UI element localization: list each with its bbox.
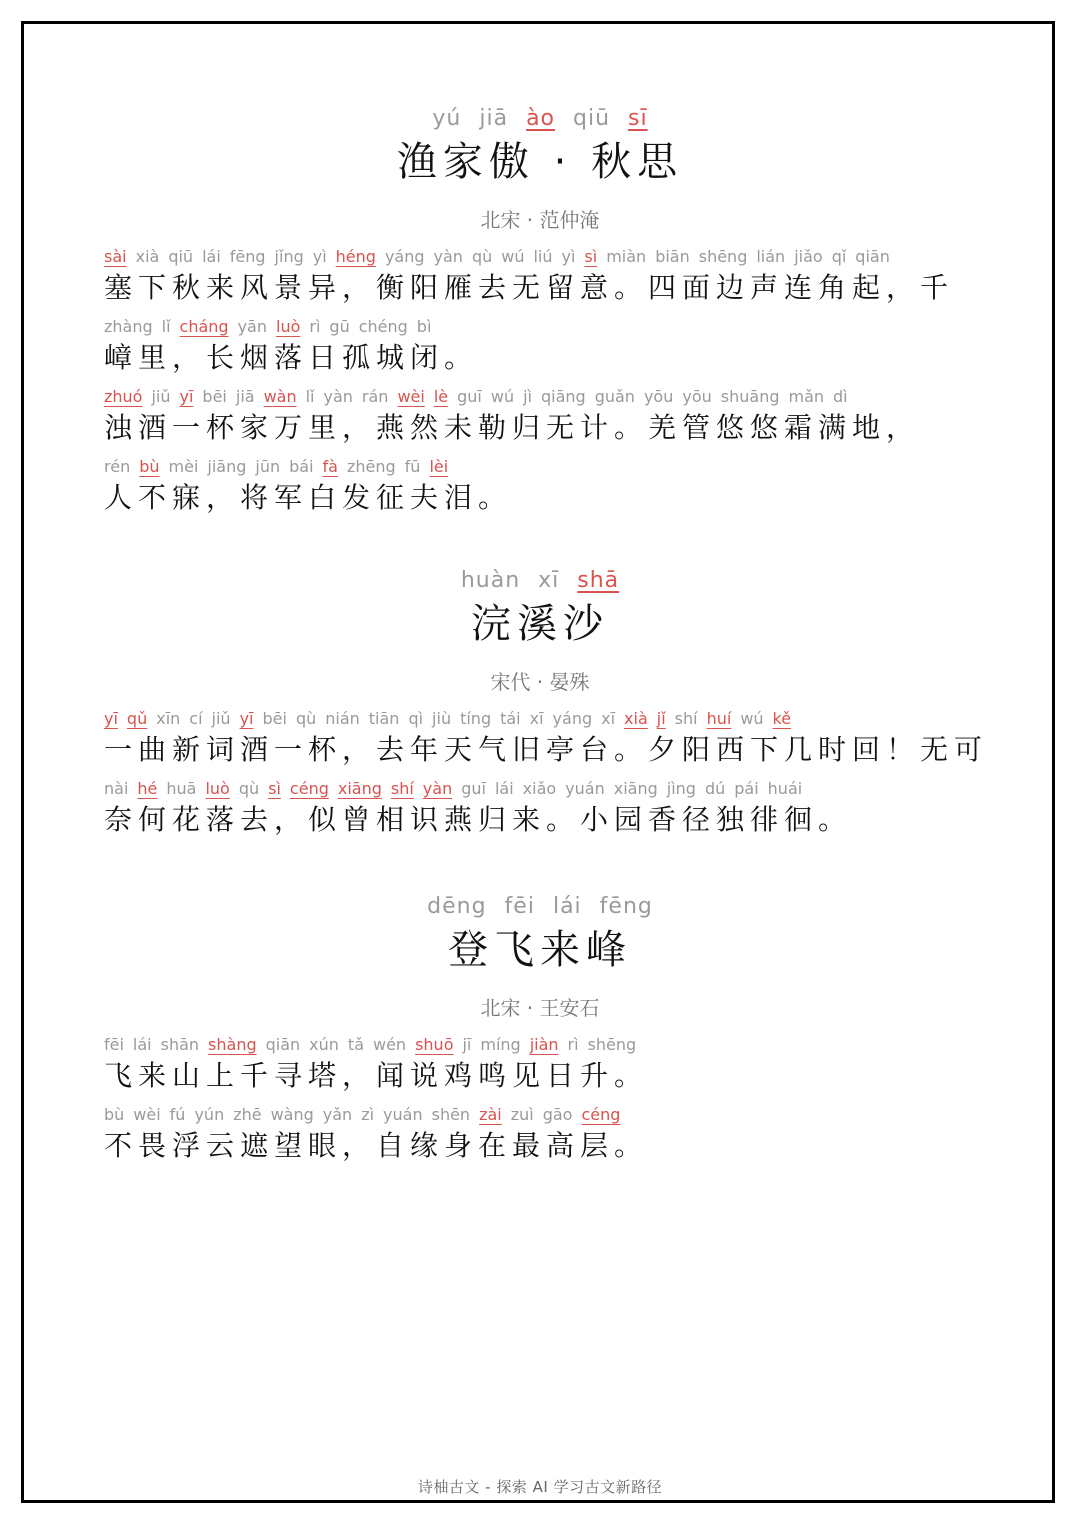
pinyin-syllable: xīn bbox=[156, 709, 181, 728]
pinyin-syllable: bēi bbox=[262, 709, 287, 728]
pinyin-syllable-highlighted: céng bbox=[581, 1105, 621, 1124]
pinyin-syllable: qiān bbox=[855, 247, 890, 266]
pinyin-syllable-highlighted: wàn bbox=[263, 387, 297, 406]
pinyin-syllable: gāo bbox=[542, 1105, 573, 1124]
pinyin-syllable: mèi bbox=[168, 457, 199, 476]
poem-title-block bbox=[0, 892, 1080, 1022]
pinyin-syllable: shuāng bbox=[720, 387, 780, 406]
poem-line bbox=[104, 1104, 1080, 1166]
pinyin-syllable: shēng bbox=[587, 1035, 637, 1054]
pinyin-syllable: fēi bbox=[104, 1035, 124, 1054]
line-text: 人不寐，将军白发征夫泪。 bbox=[104, 481, 513, 514]
pinyin-syllable-highlighted: luò bbox=[276, 317, 301, 336]
pinyin-syllable: jǐng bbox=[274, 247, 304, 266]
poem-title-block bbox=[0, 566, 1080, 696]
pinyin-syllable: yōu bbox=[643, 387, 674, 406]
pinyin-syllable: shí bbox=[674, 709, 698, 728]
pinyin-syllable-highlighted: bù bbox=[139, 457, 160, 476]
pinyin-syllable: tǎ bbox=[347, 1035, 364, 1054]
pinyin-syllable: xī bbox=[538, 568, 560, 593]
pinyin-syllable: wàng bbox=[270, 1105, 314, 1124]
pinyin-syllable-highlighted: qǔ bbox=[126, 709, 148, 728]
pinyin-syllable: liú bbox=[533, 247, 553, 266]
pinyin-syllable: qǐ bbox=[831, 247, 847, 266]
pinyin-syllable: yōu bbox=[682, 387, 712, 406]
poem-author: 北宋 · 王安石 bbox=[480, 996, 600, 1020]
pinyin-syllable: bēi bbox=[202, 387, 227, 406]
pinyin-syllable: tiān bbox=[368, 709, 400, 728]
pinyin-syllable: yān bbox=[237, 317, 267, 336]
poem-lines bbox=[104, 246, 1080, 518]
pinyin-syllable: lǐ bbox=[305, 387, 315, 406]
pinyin-syllable: qiāng bbox=[541, 387, 586, 406]
pinyin-syllable: yáng bbox=[384, 247, 425, 266]
pinyin-syllable: jì bbox=[523, 387, 532, 406]
pinyin-syllable: qù bbox=[295, 709, 317, 728]
pinyin-syllable: lǐ bbox=[161, 317, 171, 336]
pinyin-syllable: huā bbox=[166, 779, 197, 798]
pinyin-syllable: qiū bbox=[573, 106, 611, 131]
pinyin-syllable: jiāng bbox=[207, 457, 247, 476]
pinyin-syllable: wú bbox=[501, 247, 525, 266]
pinyin-syllable-highlighted: cháng bbox=[179, 317, 229, 336]
pinyin-syllable: jiǔ bbox=[211, 709, 231, 728]
pinyin-syllable: rán bbox=[361, 387, 389, 406]
pinyin-syllable-highlighted: kě bbox=[772, 709, 792, 728]
pinyin-syllable: tíng bbox=[460, 709, 492, 728]
line-pinyin bbox=[104, 708, 1080, 730]
pinyin-syllable-highlighted: yī bbox=[104, 709, 118, 728]
pinyin-syllable-highlighted: sì bbox=[584, 247, 598, 266]
pinyin-syllable: bì bbox=[416, 317, 432, 336]
poem-author: 北宋 · 范仲淹 bbox=[480, 208, 600, 232]
poem-title: 登飞来峰 bbox=[448, 927, 632, 973]
poem-lines bbox=[104, 1034, 1080, 1166]
poem-line bbox=[104, 708, 1080, 770]
pinyin-syllable-highlighted: jǐ bbox=[656, 709, 666, 728]
pinyin-syllable: bù bbox=[104, 1105, 125, 1124]
poem-title-block bbox=[0, 104, 1080, 234]
pinyin-syllable-highlighted: xiāng bbox=[337, 779, 382, 798]
pinyin-syllable: jìng bbox=[666, 779, 696, 798]
pinyin-syllable-highlighted: lè bbox=[433, 387, 449, 406]
line-pinyin bbox=[104, 246, 1080, 268]
pinyin-syllable: biān bbox=[655, 247, 690, 266]
pinyin-syllable: tái bbox=[500, 709, 521, 728]
pinyin-syllable: lái bbox=[132, 1035, 152, 1054]
pinyin-syllable-highlighted: wèi bbox=[397, 387, 425, 406]
pinyin-syllable: cí bbox=[189, 709, 203, 728]
line-pinyin bbox=[104, 456, 1080, 478]
pinyin-syllable: yǎn bbox=[322, 1105, 353, 1124]
pinyin-syllable-highlighted: sì bbox=[268, 779, 281, 798]
line-pinyin bbox=[104, 778, 1080, 800]
pinyin-syllable: zhē bbox=[233, 1105, 262, 1124]
pinyin-syllable: pái bbox=[734, 779, 759, 798]
pinyin-syllable: miàn bbox=[606, 247, 647, 266]
pinyin-syllable: guī bbox=[461, 779, 486, 798]
title-pinyin bbox=[0, 892, 1080, 922]
pinyin-syllable: bái bbox=[289, 457, 314, 476]
pinyin-syllable: shān bbox=[160, 1035, 200, 1054]
line-text: 不畏浮云遮望眼，自缘身在最高层。 bbox=[104, 1129, 649, 1162]
pinyin-syllable-highlighted: hé bbox=[137, 779, 158, 798]
poem-title: 浣溪沙 bbox=[471, 601, 609, 647]
pinyin-syllable: shēn bbox=[431, 1105, 471, 1124]
pinyin-syllable-highlighted: shàng bbox=[208, 1035, 257, 1054]
pinyin-syllable: jūn bbox=[255, 457, 281, 476]
pinyin-syllable-highlighted: ào bbox=[526, 106, 556, 131]
poem-line bbox=[104, 386, 1080, 448]
pinyin-syllable: xī bbox=[601, 709, 616, 728]
pinyin-syllable: yún bbox=[194, 1105, 225, 1124]
pinyin-syllable: nài bbox=[104, 779, 129, 798]
pinyin-syllable: guǎn bbox=[594, 387, 635, 406]
poem-yujiaao bbox=[0, 104, 1080, 526]
pinyin-syllable: zhēng bbox=[346, 457, 396, 476]
pinyin-syllable: qiān bbox=[265, 1035, 301, 1054]
pinyin-syllable: xiāng bbox=[613, 779, 658, 798]
line-pinyin bbox=[104, 1104, 1080, 1126]
title-pinyin bbox=[0, 104, 1080, 134]
pinyin-syllable: yuán bbox=[565, 779, 605, 798]
pinyin-syllable: qiū bbox=[168, 247, 194, 266]
pinyin-syllable-highlighted: céng bbox=[289, 779, 329, 798]
pinyin-syllable-highlighted: jiàn bbox=[529, 1035, 559, 1054]
pinyin-syllable-highlighted: sī bbox=[628, 106, 648, 131]
pinyin-syllable: lián bbox=[756, 247, 786, 266]
pinyin-syllable: jiǔ bbox=[151, 387, 171, 406]
line-text: 嶂里，长烟落日孤城闭。 bbox=[104, 341, 479, 374]
pinyin-syllable-highlighted: huí bbox=[706, 709, 732, 728]
pinyin-syllable: jiù bbox=[432, 709, 452, 728]
pinyin-syllable-highlighted: fà bbox=[322, 457, 338, 476]
pinyin-syllable-highlighted: shí bbox=[390, 779, 414, 798]
line-text: 飞来山上千寻塔，闻说鸡鸣见日升。 bbox=[104, 1059, 649, 1092]
pinyin-syllable: wú bbox=[740, 709, 764, 728]
pinyin-syllable: fú bbox=[169, 1105, 186, 1124]
pinyin-syllable: gū bbox=[329, 317, 350, 336]
pinyin-syllable: huàn bbox=[460, 568, 521, 593]
poem-author: 宋代 · 晏殊 bbox=[490, 670, 590, 694]
pinyin-syllable: xiǎo bbox=[522, 779, 557, 798]
pinyin-syllable: fēi bbox=[504, 894, 535, 919]
poem-line bbox=[104, 1034, 1080, 1096]
poem-dengfeilaifeng bbox=[0, 892, 1080, 1174]
pinyin-syllable: lái bbox=[494, 779, 514, 798]
pinyin-syllable: mǎn bbox=[788, 387, 825, 406]
pinyin-syllable: wèi bbox=[133, 1105, 161, 1124]
pinyin-syllable-highlighted: yī bbox=[239, 709, 254, 728]
line-text: 浊酒一杯家万里，燕然未勒归无计。羌管悠悠霜满地， bbox=[104, 411, 921, 444]
pinyin-syllable: yáng bbox=[552, 709, 593, 728]
pinyin-syllable: chéng bbox=[358, 317, 408, 336]
pinyin-syllable: fēng bbox=[599, 894, 653, 919]
pinyin-syllable-highlighted: yī bbox=[179, 387, 194, 406]
pinyin-syllable: rì bbox=[567, 1035, 579, 1054]
line-text: 奈何花落去，似曾相识燕归来。小园香径独徘徊。 bbox=[104, 803, 853, 836]
pinyin-syllable-highlighted: xià bbox=[624, 709, 648, 728]
pinyin-syllable: zhàng bbox=[104, 317, 153, 336]
title-pinyin bbox=[0, 566, 1080, 596]
pinyin-syllable-highlighted: shuō bbox=[415, 1035, 454, 1054]
pinyin-syllable-highlighted: luò bbox=[205, 779, 230, 798]
pinyin-syllable: yuán bbox=[383, 1105, 423, 1124]
line-text: 一曲新词酒一杯，去年天气旧亭台。夕阳西下几时回！无可 bbox=[104, 733, 989, 766]
pinyin-syllable: yì bbox=[561, 247, 576, 266]
pinyin-syllable-highlighted: yàn bbox=[422, 779, 453, 798]
line-pinyin bbox=[104, 386, 1080, 408]
pinyin-syllable: jiā bbox=[235, 387, 255, 406]
pinyin-syllable-highlighted: lèi bbox=[429, 457, 449, 476]
pinyin-syllable: fū bbox=[404, 457, 421, 476]
poem-line bbox=[104, 778, 1080, 840]
pinyin-syllable: rì bbox=[309, 317, 321, 336]
pinyin-syllable: jiā bbox=[479, 106, 509, 131]
pinyin-syllable: huái bbox=[767, 779, 803, 798]
pinyin-syllable: míng bbox=[480, 1035, 521, 1054]
pinyin-syllable: yú bbox=[432, 106, 462, 131]
pinyin-syllable: lái bbox=[552, 894, 582, 919]
poem-line bbox=[104, 246, 1080, 308]
pinyin-syllable: zuì bbox=[510, 1105, 534, 1124]
pinyin-syllable: dú bbox=[704, 779, 726, 798]
pinyin-syllable: nián bbox=[325, 709, 360, 728]
pinyin-syllable: qù bbox=[471, 247, 493, 266]
pinyin-syllable-highlighted: héng bbox=[335, 247, 376, 266]
pinyin-syllable: wén bbox=[373, 1035, 407, 1054]
poem-huanxisha bbox=[0, 566, 1080, 848]
line-pinyin bbox=[104, 316, 1080, 338]
pinyin-syllable: fēng bbox=[229, 247, 266, 266]
pinyin-syllable-highlighted: shā bbox=[577, 568, 620, 593]
pinyin-syllable: xún bbox=[309, 1035, 339, 1054]
line-text: 塞下秋来风景异，衡阳雁去无留意。四面边声连角起，千 bbox=[104, 271, 955, 304]
line-pinyin bbox=[104, 1034, 1080, 1056]
pinyin-syllable: dēng bbox=[427, 894, 487, 919]
pinyin-syllable-highlighted: zhuó bbox=[104, 387, 143, 406]
pinyin-syllable-highlighted: zài bbox=[479, 1105, 502, 1124]
pinyin-syllable: xī bbox=[529, 709, 544, 728]
pinyin-syllable: wú bbox=[490, 387, 515, 406]
pinyin-syllable: xià bbox=[135, 247, 160, 266]
pinyin-syllable: shēng bbox=[698, 247, 748, 266]
pinyin-syllable: yàn bbox=[433, 247, 463, 266]
pinyin-syllable: jiǎo bbox=[794, 247, 823, 266]
pinyin-syllable-highlighted: sài bbox=[104, 247, 127, 266]
poem-lines bbox=[104, 708, 1080, 840]
poem-title: 渔家傲 · 秋思 bbox=[396, 139, 684, 185]
pinyin-syllable: lái bbox=[202, 247, 221, 266]
pinyin-syllable: zì bbox=[361, 1105, 375, 1124]
poem-line bbox=[104, 316, 1080, 378]
pinyin-syllable: guī bbox=[457, 387, 482, 406]
pinyin-syllable: qì bbox=[408, 709, 424, 728]
pinyin-syllable: rén bbox=[104, 457, 131, 476]
pinyin-syllable: qù bbox=[238, 779, 260, 798]
pinyin-syllable: dì bbox=[833, 387, 848, 406]
pinyin-syllable: jī bbox=[462, 1035, 472, 1054]
pinyin-syllable: yì bbox=[312, 247, 327, 266]
footer-credit: 诗柚古文 - 探索 AI 学习古文新路径 bbox=[417, 1478, 663, 1496]
poem-line bbox=[104, 456, 1080, 518]
pinyin-syllable: yàn bbox=[323, 387, 353, 406]
